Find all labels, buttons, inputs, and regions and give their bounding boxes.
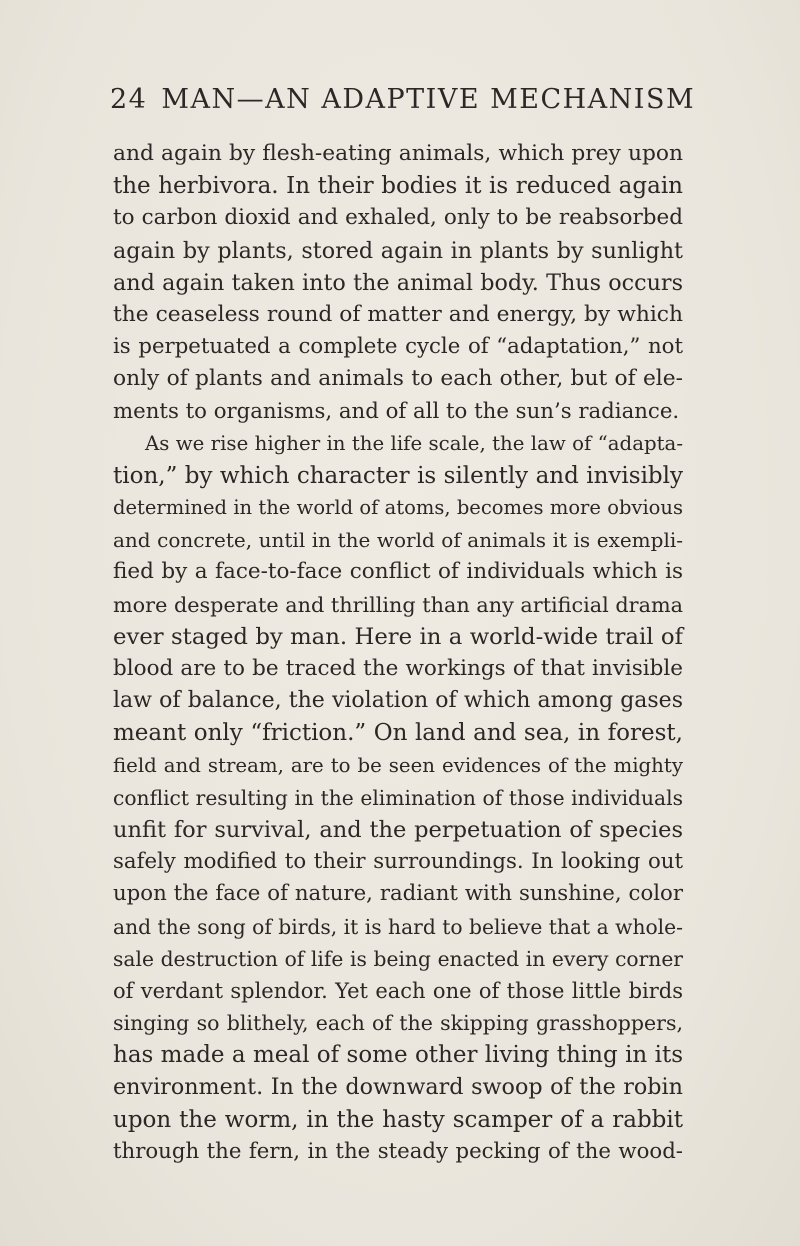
running-head bbox=[110, 84, 710, 115]
text-line: the herbivora. In their bodies it is reduced again bbox=[113, 173, 683, 200]
text-line: fied by a face-to-face conflict of individuals which is bbox=[113, 559, 683, 585]
text-line: only of plants and animals to each other, but of ele- bbox=[113, 366, 683, 392]
text-line: to carbon dioxid and exhaled, only to be reabsorbed bbox=[113, 205, 683, 231]
text-line: As we rise higher in the life scale, the law of “adapta- bbox=[145, 431, 683, 455]
body-text bbox=[113, 138, 683, 1168]
text-line: unfit for survival, and the perpetuation of species bbox=[113, 816, 683, 843]
text-line: conflict resulting in the elimination of those individuals bbox=[113, 785, 683, 810]
text-line: determined in the world of atoms, becomes more obvious bbox=[113, 496, 683, 520]
text-line: through the fern, in the steady pecking of the wood- bbox=[113, 1138, 683, 1164]
text-line: ments to organisms, and of all to the sun’s radiance. bbox=[113, 398, 680, 424]
text-line: ever staged by man. Here in a world-wide trail of bbox=[113, 623, 683, 650]
text-line: and concrete, until in the world of animals it is exempli- bbox=[113, 528, 683, 553]
text-line: environment. In the downward swoop of the robin bbox=[113, 1074, 683, 1101]
text-line: law of balance, the violation of which among gases bbox=[113, 688, 683, 714]
text-line: is perpetuated a complete cycle of “adaptation,” not bbox=[113, 334, 683, 360]
text-line: has made a meal of some other living thing in its bbox=[113, 1042, 683, 1069]
text-line: and again taken into the animal body. Thus occurs bbox=[113, 269, 683, 296]
text-line: the ceaseless round of matter and energy, by which bbox=[113, 301, 683, 327]
text-line: safely modified to their surroundings. In looking out bbox=[113, 849, 683, 875]
chapter-title: MAN—AN ADAPTIVE MECHANISM bbox=[161, 84, 696, 115]
text-line: tion,” by which character is silently and invisibly bbox=[113, 462, 683, 489]
text-line: more desperate and thrilling than any artificial drama bbox=[113, 592, 683, 617]
page-number: 24 bbox=[110, 84, 148, 115]
text-line: and again by flesh-eating animals, which prey upon bbox=[113, 141, 683, 166]
text-line: sale destruction of life is being enacted in every corner bbox=[113, 946, 683, 971]
text-line: again by plants, stored again in plants by sunlight bbox=[113, 237, 683, 264]
text-line: blood are to be traced the workings of that invisible bbox=[113, 656, 683, 681]
text-line: upon the face of nature, radiant with sunshine, color bbox=[113, 881, 683, 907]
text-line: upon the worm, in the hasty scamper of a rabbit bbox=[113, 1106, 683, 1133]
text-line: singing so blithely, each of the skipping grasshoppers, bbox=[113, 1011, 683, 1036]
text-line: meant only “friction.” On land and sea, in forest, bbox=[113, 720, 683, 747]
text-line: of verdant splendor. Yet each one of those little birds bbox=[113, 978, 683, 1003]
text-line: and the song of birds, it is hard to believe that a whole- bbox=[113, 914, 683, 939]
text-line: field and stream, are to be seen evidences of the mighty bbox=[113, 753, 683, 777]
